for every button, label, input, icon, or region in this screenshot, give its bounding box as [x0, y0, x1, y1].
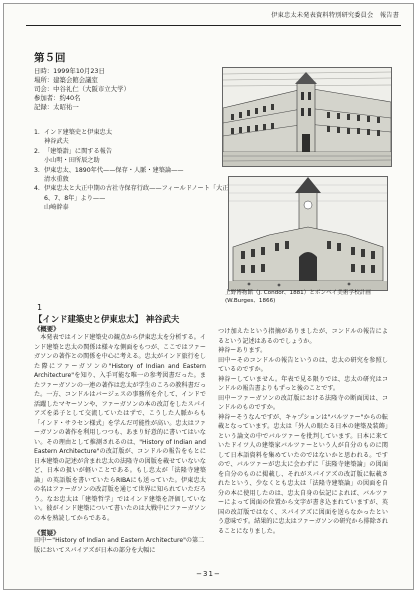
info-date: 日時：1999年10月23日 [34, 67, 105, 75]
discussion-paragraph: 神谷ーそうなんですが、キャプションは"バルツァー"からの転載となっています。忠太は「外人の眼たる日本の建築及装飾」という論文の中でバルツァーを批判しています。日本に来ていたドイツ人の建築家バルツァーという人が自分のものに関して日本語資料を集めていたのではないかと思われる。ですので、バルツァーが忠太に会わずに「法隆寺建築論」の図面を自分のものに掲載し、それがスパイアズの改訂版に転載されたという、少なくとも忠太は「法隆寺建築論」の図面を自分の本に使用したのは、忠太自身の伝記によれば、バルツァーによって図面の位置から文字が書き込まれていますが、英国の改訂版ではなく、スパイアズに図面を送らなかったという意味です。結果的に忠太はファーガソンの研究から排除されることになりました。 [218, 413, 388, 535]
discussion-paragraph: つけ加えたという指摘がありましたが、コンドルの報告によるという記述はあるのでしょうか。 [218, 328, 388, 345]
header-rule [26, 25, 401, 26]
discussion-paragraph: 田中ーファーガソンの改訂版における法隆寺の断面図は、コンドルのものですか。 [218, 394, 388, 411]
summary-paragraph: 本発表ではインド建築史の観点から伊東忠太を分析する。インド建築と忠太の関係は様々な側面をもつが、ここではファーガソンの著作との関係を中心に考える。忠太がインド旅行をした際にファーガソンの"History of Indian and Eastern Architecture"を知り、入手可能な唯一の参考図書だった。またファーガソンの一連の著作は忠太が学生のころの教科書だった。一方、コンドルはバージェスの事務所を介して、インドで活躍したマヤーソンや、ファーガソンの本の改訂をしたスパイアズを弟子として交流していたはずで、こうした人脈からも「インド・サラセン様式」を学んだ可能性が高い。忠太はファーガソンの著作を利用しつつも、あまり好意的に書いてはいない。その理由として推測されるのは、"History of Indian and Eastern Architecture"の改訂版が、コンドルの報告をもとに日本建築の記述が含まれ忠太の法隆寺の図版を載せていないなど、日本の扱いが軽いことである。もし忠太が「法隆寺建築論」の英語版を書いていたらRIBAにも送っていた。伊東忠太の名はファーガソンの改訂版を通じて世界に知られていただろう。なお忠太は「建築哲学」ではインド建築を評価していない。彼がインド建築について書いたのは大戦中にファーガソンの本を熟読してからである。 [34, 334, 206, 522]
report-page [3, 3, 414, 590]
program-item: 1. インド建築史と伊東忠太 [34, 129, 113, 136]
summary-text [34, 333, 206, 523]
page-header [4, 4, 413, 26]
page-number: −31− [196, 570, 221, 578]
discussion-paragraph: 田中ーそのコンドルの報告というのは、忠太の研究を参照しているのですか。 [218, 356, 388, 373]
museum-engraving [222, 67, 392, 167]
discussion-paragraph: 神谷ーあります。 [218, 347, 267, 354]
info-attendance: 参加者：約40名 [34, 94, 81, 102]
program-speaker: 小山明・田所辰之助 [44, 157, 100, 165]
program-item: 2. 「建築詣」に関する報告 [34, 147, 113, 155]
qa-label: 《質疑》 [34, 529, 60, 537]
qa-paragraph: 田中ー"History of Indian and Eastern Architecture"の第二版においてスパイアズが日本の部分を大幅に [34, 537, 205, 554]
discussion-text [218, 327, 388, 536]
bombay-school-engraving [228, 176, 388, 291]
info-moderator: 司会：中谷礼仁（大阪市立大学） [34, 85, 130, 93]
section-number: 1 [37, 303, 43, 312]
program-speaker: 清水重敦 [44, 176, 69, 184]
program-speaker: 山崎幹泰 [44, 204, 69, 212]
summary-label: 《概要》 [34, 325, 60, 333]
program-speaker: 神谷武夫 [44, 138, 69, 146]
qa-text [34, 536, 206, 555]
section-title: 【インド建築史と伊東忠太】 神谷武夫 [34, 314, 180, 324]
info-venue: 場所：建築会館会議室 [34, 76, 98, 84]
session-title: 第５回 [34, 53, 66, 64]
discussion-paragraph: 神谷ーしていません。年表で見る限りでは、忠太の研究はコンドルの報告書よりもずっと後のことです。 [218, 375, 388, 392]
program-item: 4. 伊東忠太と大正中期の古社寺保存行政——フィールドノート「大正6、7、8年」より—— [34, 185, 229, 202]
program-item: 3. 伊東忠太、1890年代——保存・人脈・建築論—— [34, 166, 184, 174]
info-recorder: 記録：太昭祐一 [34, 103, 79, 111]
session-info [34, 67, 204, 112]
figure-caption: 上野博物館（J. Condor、1881）とボンベイ美術学校計画 (W.Burges、1866) [225, 290, 371, 304]
program-list [34, 128, 234, 213]
header-title: 伊東忠太未発表資料特別研究委員会 報告書 [271, 12, 399, 19]
